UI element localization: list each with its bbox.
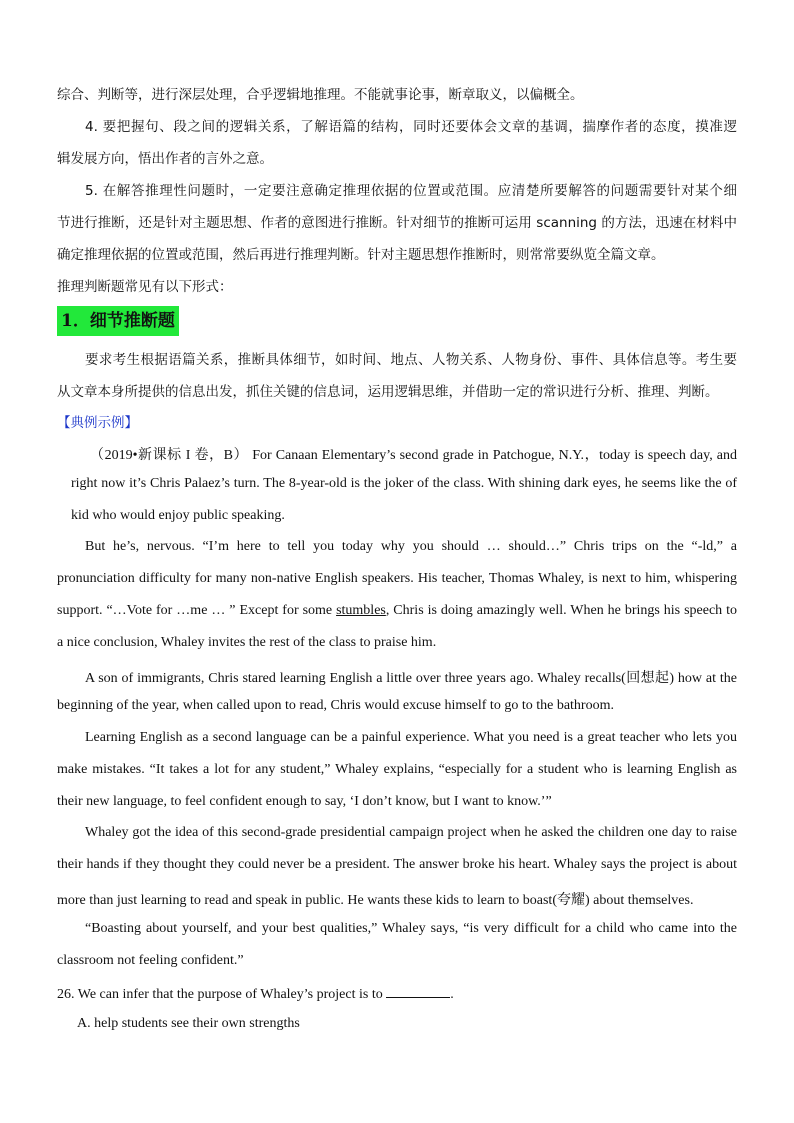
passage-p6-line-1: “Boasting about yourself, and your best qualities,” Whaley says, “is very difficult for a child who came into the — [85, 921, 737, 936]
passage-p1-line-3: kid who would enjoy public speaking. — [71, 508, 285, 523]
intro-line-1: 综合、判断等，进行深层处理，合乎逻辑地推理。不能就事论事，断章取义，以偏概全。 — [57, 87, 584, 103]
passage-p5-line-1: Whaley got the idea of this second-grade presidential campaign project when he asked the children one day to raise — [85, 825, 737, 840]
question-stem: 26. We can infer that the purpose of Whaley’s project is to . — [57, 987, 454, 1002]
option-a: A. help students see their own strengths — [77, 1016, 300, 1031]
passage-p2-line-2: pronunciation difficulty for many non-native English speakers. His teacher, Thomas Whaley, is next to him, whispering — [57, 571, 737, 586]
intro-point-5-line-2: 节进行推断，还是针对主题思想、作者的意图进行推断。针对细节的推断可运用 scanning 的方法，迅速在材料中 — [57, 215, 737, 231]
section-desc-line-2: 从文章本身所提供的信息出发，抓住关键的信息词，运用逻辑思维，并借助一定的常识进行分析、推理、判断。 — [57, 384, 719, 400]
answer-blank — [386, 985, 450, 998]
passage-p2-line-1: But he’s, nervous. “I’m here to tell you today why you should … should…” Chris trips on the “-ld,” a — [85, 539, 737, 554]
underlined-word: stumbles — [336, 603, 386, 618]
passage-p5-line-3: more than just learning to read and speak in public. He wants these kids to learn to boast(夸耀) about themselves. — [57, 893, 694, 908]
passage-p4-line-2: make mistakes. “It takes a lot for any student,” Whaley explains, “especially for a student who is learning English as — [57, 762, 737, 777]
example-label: 【典例示例】 — [57, 415, 138, 431]
passage-p2-line-3: support. “…Vote for …me … ” Except for some stumbles, Chris is doing amazingly well. When he brings his speech to — [57, 603, 738, 618]
intro-forms: 推理判断题常见有以下形式： — [57, 279, 233, 295]
intro-point-5-line-1: 5. 在解答推理性问题时，一定要注意确定推理依据的位置或范围。应清楚所要解答的问题需要针对某个细 — [85, 183, 737, 199]
intro-point-4-line-1: 4. 要把握句、段之间的逻辑关系，了解语篇的结构，同时还要体会文章的基调，揣摩作者的态度，摸准逻 — [85, 119, 737, 135]
passage-p3-line-1: A son of immigrants, Chris stared learning English a little over three years ago. Whaley recalls(回想起) how at the — [85, 671, 737, 686]
passage-p4-line-3: their new language, to feel confident enough to say, ‘I don’t know, but I want to know.’” — [57, 794, 552, 809]
passage-p3-line-2: beginning of the year, when called upon to read, Chris would excuse himself to go to the bathroom. — [57, 698, 614, 713]
passage-p2-line-4: a nice conclusion, Whaley invites the rest of the class to praise him. — [57, 635, 437, 650]
passage-p1-line-2: right now it’s Chris Palaez’s turn. The 8-year-old is the joker of the class. With shining dark eyes, he seems like the of — [71, 476, 737, 491]
section-desc-line-1: 要求考生根据语篇关系，推断具体细节，如时间、地点、人物关系、人物身份、事件、具体信息等。考生要 — [85, 352, 737, 368]
passage-p6-line-2: classroom not feeling confident.” — [57, 953, 244, 968]
intro-point-4-line-2: 辑发展方向，悟出作者的言外之意。 — [57, 151, 273, 167]
intro-point-5-line-3: 确定推理依据的位置或范围，然后再进行推理判断。针对主题思想作推断时，则常常要纵览全篇文章。 — [57, 247, 665, 263]
passage-p4-line-1: Learning English as a second language can be a painful experience. What you need is a great teacher who lets you — [85, 730, 737, 745]
section-heading: 1．细节推断题 — [57, 306, 179, 336]
passage-p5-line-2: their hands if they thought they could never be a president. The answer broke his heart. Whaley says the project is about — [57, 857, 737, 872]
passage-p1-line-1: （2019•新课标 I 卷，B） For Canaan Elementary’s second grade in Patchogue, N.Y.，today is speech day, and — [90, 448, 737, 463]
